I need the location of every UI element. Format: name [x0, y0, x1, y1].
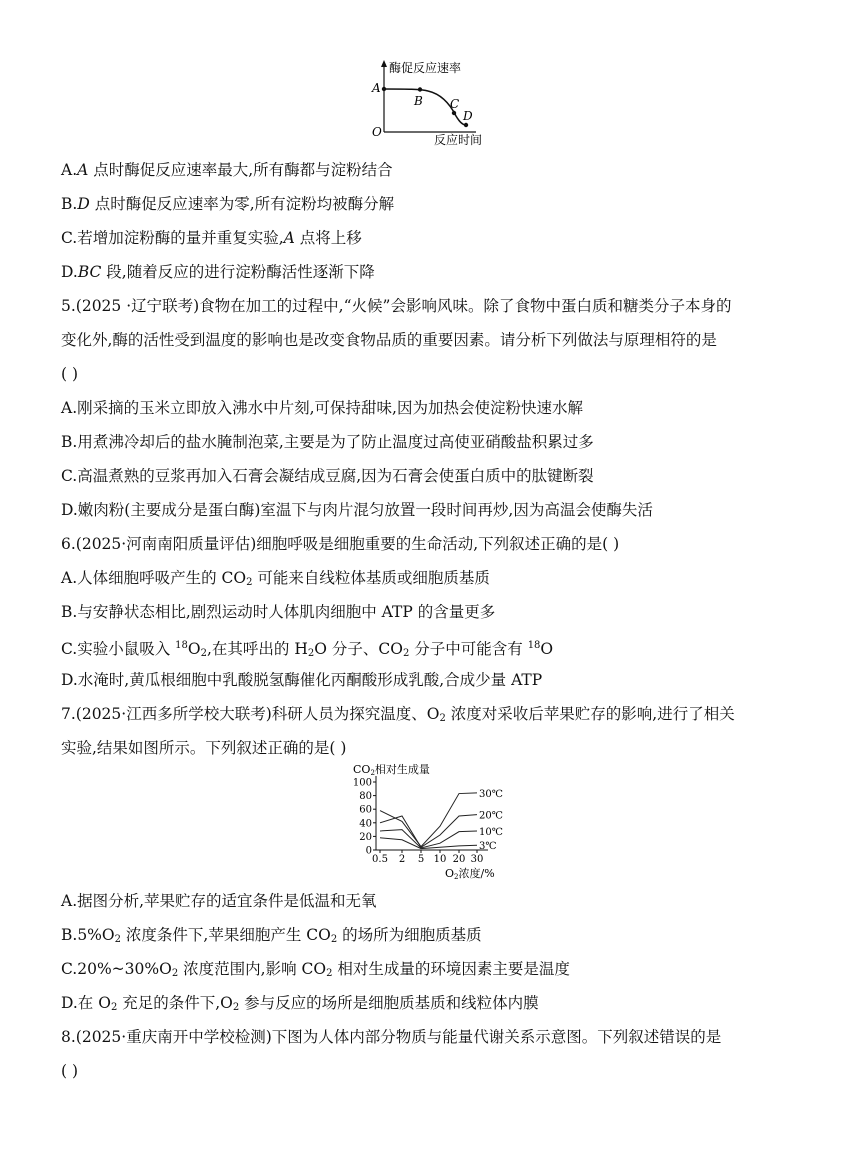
enzyme-rate-svg — [366, 58, 506, 146]
chart-series-label: 10℃ — [479, 826, 503, 838]
q5-option-a: A.刚采摘的玉米立即放入沸水中片刻,可保持甜味,因为加热会使淀粉快速水解 — [61, 399, 583, 417]
q5-stem-line-1: 5.(2025 ·辽宁联考)食物在加工的过程中,“火候”会影响风味。除了食物中蛋白质和糖类分子本身的 — [61, 297, 732, 315]
q8-answer-paren: ( ) — [61, 1062, 79, 1080]
q7-option-d: D.在 $O_2$ 充足的条件下$,O_2$ 参与反应的场所是细胞质基质和线粒体内膜 — [61, 994, 539, 1013]
q5-option-d: D.嫩肉粉(主要成分是蛋白酶)室温下与肉片混匀放置一段时间再炒,因为高温会使酶失活 — [61, 501, 653, 519]
q4-option-c: C.若增加淀粉酶的量并重复实验,A 点将上移 — [61, 229, 362, 247]
q6-option-c: C.实验小鼠吸入 $^{18}O_2$,在其呼出的 $H_2O$ 分子、$CO_2$ 分子中可能含有 $^{18}$O — [61, 640, 554, 659]
co2-chart-svg — [346, 760, 526, 882]
chart-x-tick-label: 30 — [470, 854, 484, 865]
q5-option-c: C.高温煮熟的豆浆再加入石膏会凝结成豆腐,因为石膏会使蛋白质中的肽键断裂 — [61, 467, 594, 485]
y-axis-arrow — [381, 60, 387, 67]
point-b-dot — [418, 87, 422, 91]
point-c-dot — [452, 111, 456, 115]
q4-option-a: A.A 点时酶促反应速率最大,所有酶都与淀粉结合 — [61, 161, 393, 179]
chart-y-label: CO2相对生成量 — [353, 763, 430, 777]
q5-stem-line-2: 变化外,酶的活性受到温度的影响也是改变食物品质的重要因素。请分析下列做法与原理相符的是 — [61, 331, 717, 349]
q4-option-b: B.D 点时酶促反应速率为零,所有淀粉均被酶分解 — [61, 195, 395, 213]
chart-series-label: 20℃ — [479, 810, 503, 822]
q7-option-a: A.据图分析,苹果贮存的适宜条件是低温和无氧 — [61, 892, 377, 910]
y-axis-label: 酶促反应速率 — [389, 61, 462, 75]
chart-x-tick-label: 20 — [452, 854, 466, 865]
q6-option-a: A.人体细胞呼吸产生的 $CO_2$ 可能来自线粒体基质或细胞质基质 — [61, 569, 490, 588]
chart-series-line — [380, 838, 477, 849]
chart-series-line — [380, 815, 477, 848]
point-d-label: D — [463, 109, 473, 123]
q6-option-d: D.水淹时,黄瓜根细胞中乳酸脱氢酶催化丙酮酸形成乳酸,合成少量 ATP — [61, 671, 543, 689]
x-axis-label: 反应时间 — [434, 133, 483, 146]
chart-x-tick-label: 10 — [433, 854, 447, 865]
q7-stem-line-1: 7.(2025·江西多所学校大联考)科研人员为探究温度、$O_2$ 浓度对采收后苹果贮存的影响,进行了相关 — [61, 705, 735, 724]
q6-stem: 6.(2025·河南南阳质量评估)细胞呼吸是细胞重要的生命活动,下列叙述正确的是( ) — [61, 535, 620, 553]
chart-y-tick-label: 80 — [359, 791, 372, 803]
chart-x-label: O2浓度/% — [445, 867, 495, 881]
chart-y-tick-label: 20 — [359, 831, 372, 843]
chart-y-tick-label: 40 — [359, 818, 372, 830]
q6-option-b: B.与安静状态相比,剧烈运动时人体肌肉细胞中 ATP 的含量更多 — [61, 603, 496, 621]
chart-x-tick-label: 0.5 — [372, 854, 388, 865]
chart-x-tick-label: 5 — [417, 854, 425, 865]
point-d-dot — [464, 123, 468, 127]
q8-stem: 8.(2025·重庆南开中学校检测)下图为人体内部分物质与能量代谢关系示意图。下列叙述错误的是 — [61, 1028, 722, 1046]
point-a-dot — [382, 87, 386, 91]
q7-option-c: $C.20\%\sim 30\%O_2$ 浓度范围内,影响 $CO_2$ 相对生成量的环境因素主要是温度 — [61, 960, 570, 979]
q7-stem-line-2: 实验,结果如图所示。下列叙述正确的是( ) — [61, 739, 347, 757]
enzyme-rate-figure — [366, 58, 506, 146]
point-a-label: A — [372, 81, 381, 95]
q5-option-b: B.用煮沸冷却后的盐水腌制泡菜,主要是为了防止温度过高使亚硝酸盐积累过多 — [61, 433, 594, 451]
q4-option-d: D.BC 段,随着反应的进行淀粉酶活性逐渐下降 — [61, 263, 375, 281]
chart-y-tick-label: 60 — [359, 804, 372, 816]
co2-chart — [346, 760, 526, 882]
point-b-label: B — [414, 94, 423, 108]
chart-series-line — [380, 793, 477, 847]
chart-y-tick-label: 0 — [365, 845, 372, 857]
chart-series-label: 3℃ — [479, 841, 497, 853]
point-c-label: C — [450, 97, 460, 111]
q5-answer-paren: ( ) — [61, 365, 79, 383]
chart-y-tick-label: 100 — [352, 777, 372, 789]
origin-label: O — [372, 125, 382, 139]
chart-x-tick-label: 2 — [398, 854, 406, 865]
chart-series-label: 30℃ — [479, 788, 503, 800]
q7-option-b: $B.5\%O_2$ 浓度条件下,苹果细胞产生 $CO_2$ 的场所为细胞质基质 — [61, 926, 482, 945]
